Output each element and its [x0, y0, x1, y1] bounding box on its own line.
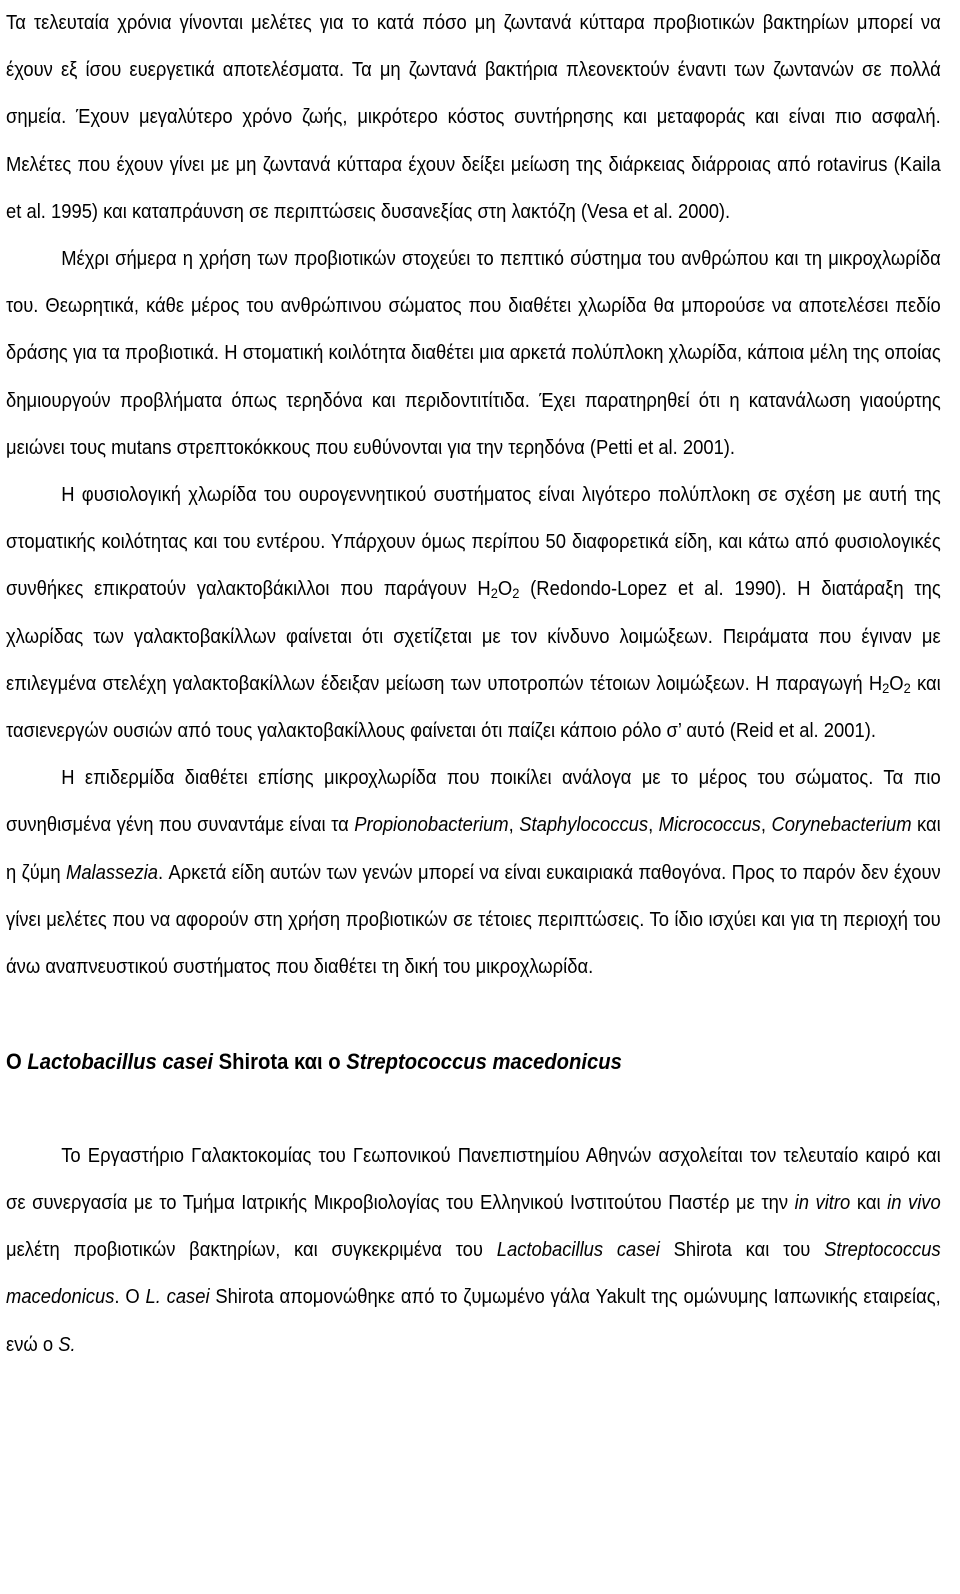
subscript: 2 — [512, 585, 520, 602]
genus-name: Propionobacterium — [354, 814, 509, 837]
paragraph-text: (Redondo-Lopez et al. 1990). Η διατάραξη της χλωρίδας των γαλακτοβακίλλων φαίνεται ότι σχετίζεται με τον κίνδυνο λοιμώξεων. Πειράματα που έγιναν με επιλεγμένα στελέχη γαλακτοβακίλλων έδειξαν μείωση των υποτροπών τέτοιων λοιμώξεων. Η παραγωγή H — [6, 578, 941, 695]
genus-name: Staphylococcus — [519, 814, 649, 837]
paragraph-lab-study — [6, 1133, 941, 1369]
subscript: 2 — [490, 585, 498, 602]
paragraph-text: , — [508, 814, 520, 837]
species-name: S. — [58, 1333, 76, 1356]
paragraph-text: , — [760, 814, 772, 837]
paragraph-text: και τασιενεργών ουσιών από τους γαλακτοβακίλλους φαίνεται ότι παίζει κάποιο ρόλο σ’ αυτό (Reid et al. 2001). — [6, 672, 941, 743]
paragraph-oral-flora — [6, 236, 941, 472]
paragraph-nonviable-probiotics — [6, 0, 941, 236]
paragraph-text: O — [889, 672, 904, 695]
species-name: Lactobacillus casei — [27, 1049, 213, 1075]
paragraph-text: Τα τελευταία χρόνια γίνονται μελέτες για το κατά πόσο μη ζωντανά κύτταρα προβιοτικών βακτηρίων μπορεί να έχουν εξ ίσου ευεργετικά αποτελέσματα. Τα μη ζωντανά βακτήρια πλεονεκτούν έναντι των ζωντανών σε πολλά σημεία. Έχουν μεγαλύτερο χρόνο ζωής, μικρότερο κόστος συντήρησης και μεταφοράς και είναι πιο ασφαλή. Μελέτες που έχουν γίνει με μη ζωντανά κύτταρα έχουν δείξει μείωση της διάρκειας διάρροιας από rotavirus (Kaila et al. 1995) και καταπράυνση σε περιπτώσεις δυσανεξίας στη λακτόζη (Vesa et al. 2000). — [6, 12, 941, 223]
paragraph-skin-flora — [6, 755, 941, 991]
species-name: Streptococcus macedonicus — [346, 1049, 622, 1075]
paragraph-text: Shirota και του — [659, 1239, 825, 1262]
paragraph-urogenital-flora — [6, 472, 941, 755]
paragraph-text: Η φυσιολογική χλωρίδα του ουρογεννητικού συστήματος είναι λιγότερο πολύπλοκη σε σχέση με αυτή της στοματικής κοιλότητας και του εντέρου. Υπάρχουν όμως περίπου 50 διαφορετικά είδη, και κάτω από φυσιολογικές συνθήκες επικρατούν γαλακτοβάκιλλοι που παράγουν H — [6, 484, 941, 601]
genus-name: Malassezia — [66, 861, 159, 884]
paragraph-text: και — [850, 1192, 888, 1215]
paragraph-text: . O — [114, 1286, 146, 1309]
paragraph-text: Shirota απομονώθηκε από το ζυμωμένο γάλα Yakult της ομώνυμης Ιαπωνικής εταιρείας, ενώ ο — [6, 1286, 941, 1356]
genus-name: Corynebacterium — [771, 814, 912, 837]
species-name: Lactobacillus casei — [496, 1239, 660, 1262]
paragraph-text: . Αρκετά είδη αυτών των γενών μπορεί να είναι ευκαιριακά παθογόνα. Προς το παρόν δεν έχουν γίνει μελέτες που να αφορούν στη χρήση προβιοτικών σε τέτοιες περιπτώσεις. Το ίδιο ισχύει και για τη περιοχή του άνω αναπνευστικού συστήματος που διαθέτει τη δική του μικροχλωρίδα. — [6, 861, 941, 979]
paragraph-text: O — [497, 578, 513, 601]
latin-term: in vivo — [887, 1192, 941, 1215]
paragraph-text: Μέχρι σήμερα η χρήση των προβιοτικών στοχεύει το πεπτικό σύστημα του ανθρώπου και τη μικροχλωρίδα του. Θεωρητικά, κάθε μέρος του ανθρώπινου σώματος που διαθέτει χλωρίδα θα μπορούσε να αποτελέσει πεδίο δράσης για τα προβιοτικά. Η στοματική κοιλότητα διαθέτει μια αρκετά πολύπλοκη χλωρίδα, κάποια μέλη της οποίας δημιουργούν προβλήματα όπως τερηδόνα και περιδοντιτίτιδα. Έχει παρατηρηθεί ότι η κατανάλωση γιαούρτης μειώνει τους mutans στρεπτοκόκκους που ευθύνονται για την τερηδόνα (Petti et al. 2001). — [6, 248, 941, 459]
heading-text: O — [6, 1049, 28, 1075]
latin-term: in vitro — [794, 1192, 851, 1215]
paragraph-text: , — [648, 814, 659, 837]
paragraph-text: και η ζύμη — [6, 814, 941, 884]
paragraph-text: Η επιδερμίδα διαθέτει επίσης μικροχλωρίδα που ποικίλει ανάλογα με το μέρος του σώματος. Τα πιο συνηθισμένα γένη που συναντάμε είναι τα — [6, 767, 941, 837]
species-name: Streptococcus macedonicus — [6, 1239, 941, 1309]
paragraph-text: Το Εργαστήριο Γαλακτοκομίας του Γεωπονικού Πανεπιστημίου Αθηνών ασχολείται τον τελευταίο καιρό και σε συνεργασία με το Τμήμα Ιατρικής Μικροβιολογίας του Ελληνικού Ινστιτούτου Παστέρ με την — [6, 1144, 941, 1215]
section-heading — [6, 1038, 941, 1085]
document-page — [6, 0, 941, 1369]
species-name: L. casei — [145, 1286, 210, 1309]
subscript: 2 — [903, 679, 911, 696]
paragraph-text: μελέτη προβιοτικών βακτηρίων, και συγκεκριμένα του — [6, 1239, 497, 1262]
heading-text: Shirota και ο — [213, 1049, 347, 1075]
subscript: 2 — [882, 679, 890, 696]
genus-name: Micrococcus — [658, 814, 761, 837]
